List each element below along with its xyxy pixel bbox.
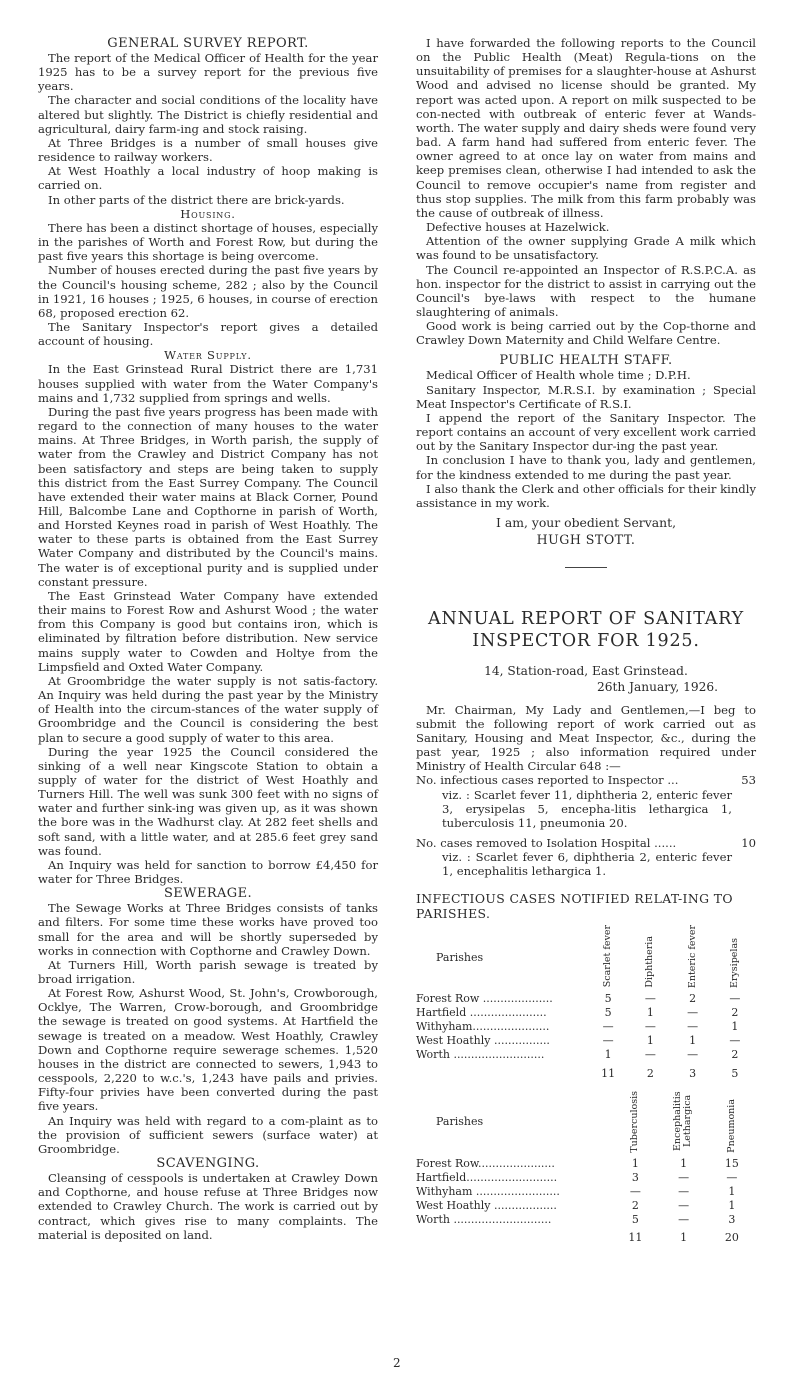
totals-row [416,1063,756,1081]
table-cell: — [726,1170,738,1184]
column-header [708,1087,756,1157]
removed-cases-line [416,836,756,850]
column-header [587,925,629,992]
table-cell: — [678,1213,690,1227]
table-cell: — [687,1048,699,1062]
total-cell: 2 [646,1066,654,1080]
paragraph: I append the report of the Sanitary Inspector. The report contains an account of very excellent work carried out by the Sanitary Inspector dur-ing the past year. [416,410,756,454]
infectious-cases-label: No. infectious cases reported to Inspector ... [416,773,679,788]
table-row [416,1199,756,1213]
water-supply-heading: Water Supply. [164,348,252,363]
paragraph: An Inquiry was held for sanction to borrow £4,450 for water for Three Bridges. [38,857,378,887]
parish-name: Forest Row...................... [416,1156,555,1170]
paragraph: An Inquiry was held with regard to a com-plaint as to the provision of sufficient sewers (surface water) at Groombridge. [38,1113,378,1156]
table-cell: 1 [604,1048,612,1062]
table-cell: — [729,991,741,1005]
table-row [416,1020,756,1034]
paragraph: The East Grinstead Water Company have extended their mains to Forest Row and Ashurst Wood ; the water from this Company is good but contains iron, which is eliminated by filtration before distribution. New service mains supply water to Cowden and Holtye from the Limpsfield and Oxted Water Company. [38,588,378,674]
paragraph: The report of the Medical Officer of Health for the year 1925 has to be a survey report for the previous five years. [38,51,378,94]
paragraph: Number of houses erected during the past five years by the Council's housing scheme, 282 ; also by the Council in 1921, 16 houses ; 1925, 6 houses, in course of erection 68, proposed erection 62. [38,263,378,320]
parishes-header: Parishes [436,1114,484,1128]
staff-heading: PUBLIC HEALTH STAFF. [499,353,673,369]
paragraph: In conclusion I have to thank you, lady and gentlemen, for the kindness extended to me during the past year. [416,453,756,482]
erysipelas-header: Erysipelas [728,937,740,988]
parish-name: West Hoathly ................ [416,1034,550,1048]
salutation: Mr. Chairman, My Lady and Gentlemen,—I beg to submit the following report of work carried out as Sanitary, Housing and Meat Inspector, &c., during the past year, 1925 ; also information required under Ministry of Health Circular 648 :— [416,702,756,774]
table-cell: — [678,1185,690,1198]
removed-cases-detail: viz. : Scarlet fever 6, diphtheria 2, enteric fever 1, encephalitis lethargica 1. [442,850,732,879]
annual-report-subtitle: INSPECTOR FOR 1925. [472,631,700,652]
column-header [660,1087,708,1157]
signature: HUGH STOTT. [536,532,636,548]
table-cell: 2 [689,991,697,1005]
totals-label [416,1227,611,1245]
right-column [416,36,756,1246]
table-cell: 5 [604,1005,612,1019]
pneumonia-header: Pneumonia [725,1098,737,1153]
paragraph: Medical Officer of Health whole time ; D.P.H. [426,368,691,383]
parish-name: Withyham...................... [416,1020,550,1034]
table-row [416,1006,756,1020]
paragraph: Defective houses at Hazelwick. [426,220,610,235]
table-cell: 1 [689,1034,697,1048]
total-cell: 3 [689,1066,697,1080]
tuberculosis-header: Tuberculosis [629,1090,641,1153]
column-header [611,1087,659,1157]
table-cell: 1 [728,1185,736,1198]
table-cell: — [687,1020,699,1034]
table-title: INFECTIOUS CASES NOTIFIED RELAT-ING TO PARISHES. [416,890,733,921]
parish-name: Hartfield.......................... [416,1170,558,1184]
paragraph: In the East Grinstead Rural District there are 1,731 houses supplied with water from the Water Company's mains and 1,732 supplied from springs and wells. [38,362,378,405]
table-cell: 5 [604,991,612,1005]
address: 14, Station-road, East Grinstead. [484,664,688,679]
table-cell: 2 [731,1048,739,1062]
paragraph: There has been a distinct shortage of houses, especially in the parishes of Worth and Forest Row, but during the past five years this shortage is being overcome. [38,220,378,264]
total-cell: 11 [628,1231,643,1245]
infectious-table-2 [416,1087,756,1246]
enteric-fever-header: Enteric fever [686,924,698,988]
total-cell: 1 [680,1231,688,1245]
paragraph: Good work is being carried out by the Cop-thorne and Crawley Down Maternity and Child Welfare Centre. [416,319,756,348]
paragraph: At Three Bridges is a number of small houses give residence to railway workers. [38,135,378,165]
scarlet-fever-header: Scarlet fever [602,925,614,988]
page-number: 2 [393,1356,401,1370]
table-cell: — [644,1020,656,1034]
total-cell: 20 [724,1231,739,1245]
table-cell: 1 [728,1199,736,1213]
paragraph: The Sewage Works at Three Bridges consists of tanks and filters. For some time these works have proved too small for the area and will be shortly superseded by works in connection with Copthorne and Crawley Down. [38,901,378,958]
encephalitis-header: Encephalitis Lethargica [671,1090,693,1151]
table-cell: — [678,1199,690,1213]
closing-line: I am, your obedient Servant, [495,515,677,530]
paragraph: During the past five years progress has been made with regard to the connection of many houses to the water mains. At Three Bridges, in Worth parish, the supply of water from the Crawley and District Company has not been satisfactory and steps are being taken to supply this district from the East Surrey Company. The Council have extended their water mains at Black Corner, Pound Hill, Balcombe Lane and Copthorne in parish of Worth, and Horsted Keynes road in parish of West Hoathly. The water to these parts is obtained from the East Surrey Water Company and distributed by the Council's mains. The water is of exceptional purity and is supplied under constant pressure. [38,404,378,589]
parish-name: Worth .......................... [416,1048,545,1062]
paragraph: Attention of the owner supplying Grade A milk which was found to be unsatisfactory. [416,234,756,263]
table-cell: 2 [731,1005,739,1019]
paragraph: At West Hoathly a local industry of hoop making is carried on. [38,164,378,193]
table-cell: 5 [631,1213,639,1227]
table-cell: 1 [731,1020,739,1034]
table-cell: — [629,1185,641,1198]
total-cell: 11 [601,1066,616,1080]
parish-name: Hartfield ...................... [416,1005,547,1019]
table-row [416,1171,756,1185]
totals-label [416,1063,587,1081]
totals-row [416,1227,756,1245]
total-cell: 5 [731,1066,739,1080]
table-cell: — [729,1034,741,1048]
paragraph: The character and social conditions of the locality have altered but slightly. The District is chiefly residential and agricultural, dairy farm-ing and stock raising. [38,93,378,136]
sewerage-heading: SEWERAGE. [163,886,253,902]
table-row [416,1034,756,1048]
paragraph: Cleansing of cesspools is undertaken at Crawley Down and Copthorne, and house refuse at Three Bridges now extended to Crawley Church. The work is carried out by contract, which gives rise to many complaints. The material is deposited on land. [38,1171,378,1242]
paragraph: Sanitary Inspector, M.R.S.I. by examination ; Special Meat Inspector's Certificate of R.S.I. [416,382,756,411]
table-header-row [416,925,756,992]
paragraph: At Turners Hill, Worth parish sewage is treated by broad irrigation. [38,957,378,986]
table-header-row [416,1087,756,1157]
table-cell: 1 [646,1034,654,1048]
table-row [416,1213,756,1227]
paragraph: The Council re-appointed an Inspector of R.S.P.C.A. as hon. inspector for the district to assist in carrying out the Council's bye-laws with respect to the humane slaughtering of animals. [416,262,756,319]
paragraph: I have forwarded the following reports to the Council on the Public Health (Meat) Regula-tions on the unsuitability of premises for a slaughter-house at Ashurst Wood and advised no license should be granted. My report was acted upon. A report on milk suspected to be con-nected with outbreak of enteric fever at Wands-worth. The water supply and dairy sheds were found very bad. A farm hand had suffered from enteric fever. The owner agreed to at once lay on water from mains and keep premises clean, otherwise I had intended to ask the Council to remove occupier's name from register and thus stop supplies. The milk from this farm probably was the cause of outbreak of illness. [416,36,756,220]
general-survey-heading: GENERAL SURVEY REPORT. [107,36,309,51]
table-cell: 15 [724,1156,739,1170]
table-row [416,1157,756,1171]
housing-heading: Housing. [180,206,236,221]
report-date: 26th January, 1926. [597,680,718,695]
paragraph: I also thank the Clerk and other officials for their kindly assistance in my work. [416,481,756,510]
parish-name: Forest Row .................... [416,991,553,1005]
table-cell: 3 [631,1170,639,1184]
table-cell: 1 [631,1156,639,1170]
column-header [629,925,671,992]
table-cell: 1 [680,1156,688,1170]
divider [565,567,607,568]
infectious-table-1 [416,925,756,1081]
table-cell: 1 [646,1005,654,1019]
infectious-cases-line [416,773,756,787]
table-row [416,1185,756,1199]
left-column [38,36,378,1242]
infectious-cases-total: 53 [741,773,756,788]
table-cell: — [687,1005,699,1019]
table-cell: 2 [631,1199,639,1213]
column-header [671,925,713,992]
diphtheria-header: Diphtheria [644,935,656,988]
parish-name: Withyham ........................ [416,1185,560,1198]
parishes-header: Parishes [436,951,484,965]
column-header [714,925,756,992]
table-cell: — [602,1034,614,1048]
parish-name: West Hoathly .................. [416,1199,557,1213]
table-cell: 3 [728,1213,736,1227]
paragraph: The Sanitary Inspector's report gives a detailed account of housing. [38,319,378,349]
table-cell: — [602,1020,614,1034]
table-row [416,1048,756,1062]
paragraph: In other parts of the district there are brick-yards. [48,192,345,207]
paragraph: At Forest Row, Ashurst Wood, St. John's, Crowborough, Ocklye, The Warren, Crow-borough, and Groombridge the sewage is treated on good systems. At Hartfield the sewage is treated on a meadow. West Hoathly, Crawley Down and Copthorne require sewerage schemes. 1,520 houses in the district are connected to sewers, 1,943 to cesspools, 2,220 to w.c.'s, 1,243 have pails and privies. Fifty-four privies have been converted during the past five years. [38,986,378,1114]
parish-name: Worth ............................ [416,1213,552,1227]
removed-cases-label: No. cases removed to Isolation Hospital ...... [416,836,677,851]
infectious-cases-detail: viz. : Scarlet fever 11, diphtheria 2, enteric fever 3, erysipelas 5, encepha-litis lethargica 1, tuberculosis 11, pneumonia 20. [442,787,732,830]
table-cell: — [644,1048,656,1062]
table-row [416,992,756,1006]
annual-report-title: ANNUAL REPORT OF SANITARY [428,609,744,630]
paragraph: At Groombridge the water supply is not satis-factory. An Inquiry was held during the past year by the Ministry of Health into the circum-stances of the water supply of Groombridge and the Council is considering the best plan to secure a good supply of water to this area. [38,673,378,745]
removed-cases-total: 10 [741,836,756,851]
table-cell: — [678,1170,690,1184]
table-cell: — [644,991,656,1005]
scavenging-heading: SCAVENGING. [156,1156,260,1172]
paragraph: During the year 1925 the Council considered the sinking of a well near Kingscote Station to obtain a supply of water for the district of West Hoathly and Turners Hill. The well was sunk 300 feet with no signs of water and further sink-ing was given up, as it was shown the bore was in the Wadhurst clay. At 282 feet shells and soft sand, with a little water, and at 285.6 feet grey sand was found. [38,744,378,858]
